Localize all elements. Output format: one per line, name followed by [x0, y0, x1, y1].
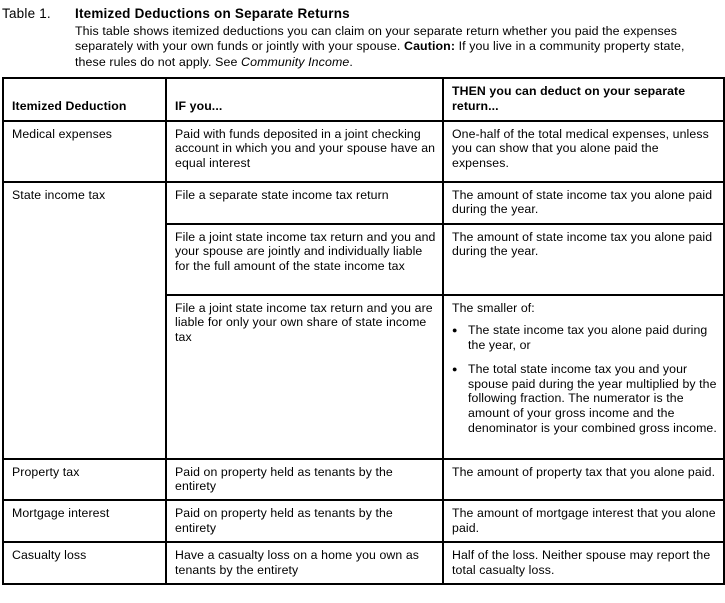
header-if-you: IF you... [166, 78, 443, 121]
cell-then-medical: One-half of the total medical expenses, unless you can show that you alone paid the expenses. [443, 121, 724, 182]
community-income-reference: Community Income [241, 54, 350, 69]
table-row-medical-expenses [3, 121, 724, 182]
table-description [75, 24, 707, 70]
bullet-icon: ● [452, 363, 458, 374]
table-title-row [2, 6, 723, 21]
table-row-mortgage-interest [3, 500, 724, 542]
cell-deduction-medical: Medical expenses [3, 121, 166, 182]
table-header-row [3, 78, 724, 121]
table-number-label: Table 1. [2, 6, 51, 21]
list-item [452, 323, 717, 353]
cell-if-mortgage: Paid on property held as tenants by the entirety [166, 500, 443, 542]
cell-if-state-2: File a joint state income tax return and you and your spouse are jointly and individually liable for the full amount of the state income tax [166, 224, 443, 295]
cell-then-property: The amount of property tax that you alone paid. [443, 459, 724, 501]
bullet-text-2: The total state income tax you and your spouse paid during the year multiplied by the following fraction. The numerator is the amount of your gross income and the denominator is your combined gross income. [468, 361, 717, 435]
description-text-2: If you live in a community property state, these rules do not apply. See [75, 39, 685, 69]
table-row-property-tax [3, 459, 724, 501]
table-row-state-income-tax-1 [3, 182, 724, 224]
cell-deduction-mortgage: Mortgage interest [3, 500, 166, 542]
cell-if-medical: Paid with funds deposited in a joint checking account in which you and your spouse have an equal interest [166, 121, 443, 182]
cell-if-property: Paid on property held as tenants by the entirety [166, 459, 443, 501]
cell-deduction-property: Property tax [3, 459, 166, 501]
cell-then-state-2: The amount of state income tax you alone paid during the year. [443, 224, 724, 295]
cell-then-mortgage: The amount of mortgage interest that you alone paid. [443, 500, 724, 542]
caution-label: Caution: [404, 39, 456, 54]
header-then-deduct: THEN you can deduct on your separate return... [443, 78, 724, 121]
cell-then-state-3 [443, 295, 724, 459]
table-heading: Itemized Deductions on Separate Returns [75, 6, 350, 21]
cell-deduction-casualty: Casualty loss [3, 542, 166, 584]
description-text: This table shows itemized deductions you can claim on your separate return whether you paid the expenses separately with your own funds or jointly with your spouse. [75, 24, 678, 54]
cell-if-state-3: File a joint state income tax return and you are liable for only your own share of state income tax [166, 295, 443, 459]
cell-if-state-1: File a separate state income tax return [166, 182, 443, 224]
list-item [452, 362, 717, 436]
cell-deduction-state-income-tax: State income tax [3, 182, 166, 459]
cell-if-casualty: Have a casualty loss on a home you own as tenants by the entirety [166, 542, 443, 584]
cell-then-casualty: Half of the loss. Neither spouse may report the total casualty loss. [443, 542, 724, 584]
smaller-of-intro: The smaller of: [452, 300, 535, 315]
description-period: . [349, 54, 353, 69]
itemized-deductions-table [2, 77, 725, 585]
bullet-text-1: The state income tax you alone paid during the year, or [468, 323, 708, 353]
then-bullet-list [452, 323, 717, 435]
bullet-icon: ● [452, 325, 458, 336]
header-itemized-deduction: Itemized Deduction [3, 78, 166, 121]
cell-then-state-1: The amount of state income tax you alone paid during the year. [443, 182, 724, 224]
table-row-casualty-loss [3, 542, 724, 584]
